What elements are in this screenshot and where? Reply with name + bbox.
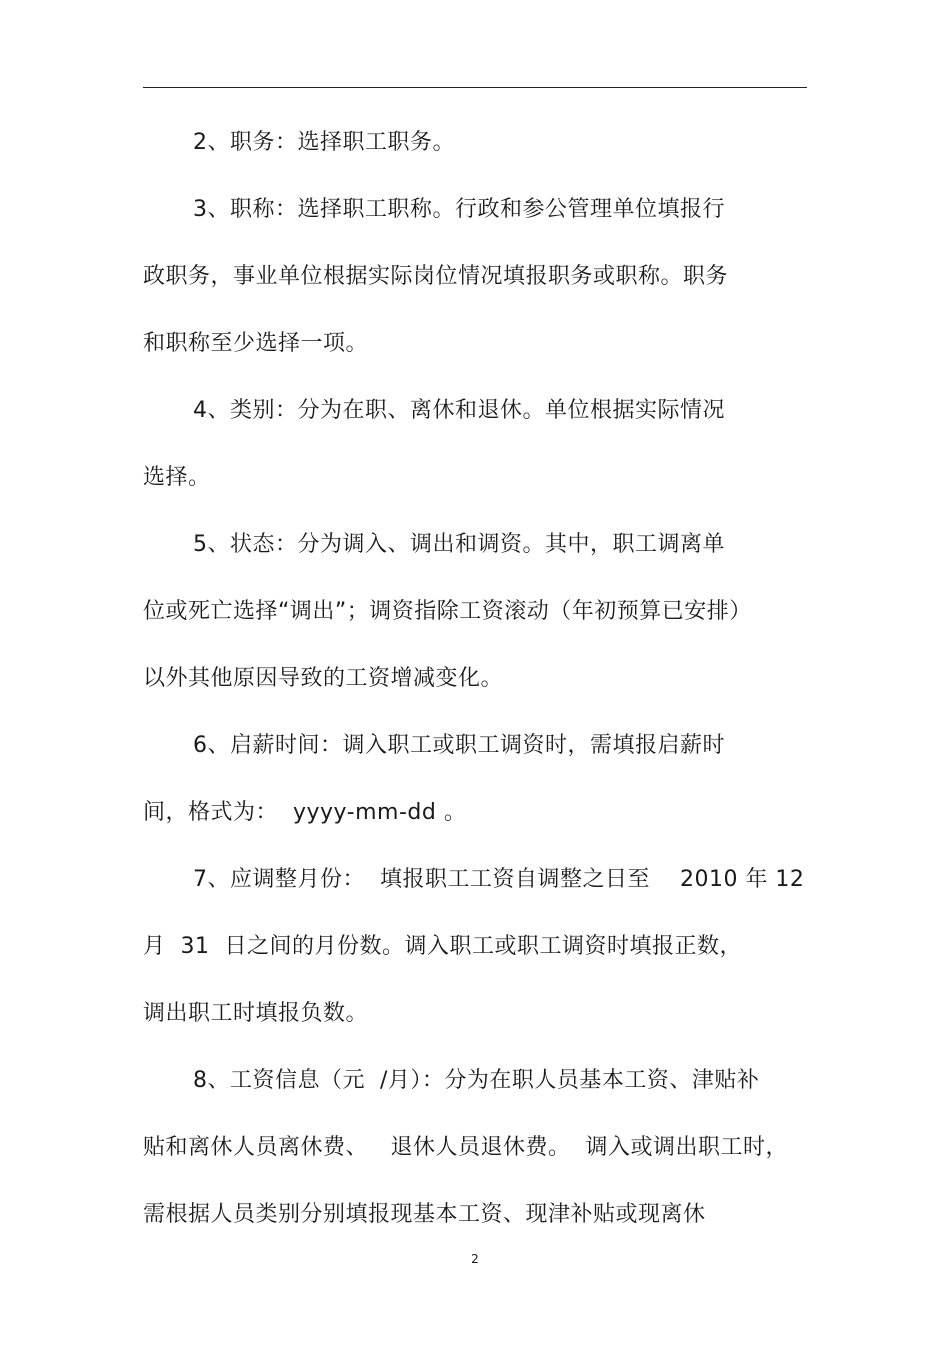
item-2-line-1: 2、职务：选择职工职务。 — [193, 130, 455, 155]
item-3-line-3: 和职称至少选择一项。 — [143, 331, 369, 356]
item-5-line-2: 位或死亡选择“调出”；调资指除工资滚动（年初预算已安排） — [143, 599, 752, 624]
item-7-line-2: 月 31 日之间的月份数。调入职工或职工调资时填报正数， — [143, 934, 742, 959]
item-8-line-2: 贴和离休人员离休费、 退休人员退休费。 调入或调出职工时， — [143, 1135, 788, 1160]
item-5-line-1: 5、状态：分为调入、调出和调资。其中，职工调离单 — [193, 532, 725, 557]
item-8-line-1: 8、工资信息（元 /月）：分为在职人员基本工资、津贴补 — [193, 1068, 760, 1093]
item-6-line-2: 间，格式为： yyyy-mm-dd 。 — [143, 800, 467, 825]
page-number: 2 — [471, 1252, 479, 1266]
item-4-line-1: 4、类别：分为在职、离休和退休。单位根据实际情况 — [193, 398, 725, 423]
item-3-line-2: 政职务，事业单位根据实际岗位情况填报职务或职称。职务 — [143, 264, 729, 289]
item-8-line-3: 需根据人员类别分别填报现基本工资、现津补贴或现离休 — [143, 1202, 706, 1227]
item-7-line-3: 调出职工时填报负数。 — [143, 1001, 369, 1026]
header-rule — [143, 87, 807, 88]
item-6-line-1: 6、启薪时间：调入职工或职工调资时，需填报启薪时 — [193, 733, 725, 758]
item-3-line-1: 3、职称：选择职工职称。行政和参公管理单位填报行 — [193, 197, 725, 222]
item-7-line-1: 7、应调整月份： 填报职工工资自调整之日至 2010 年 12 — [193, 867, 805, 892]
item-5-line-3: 以外其他原因导致的工资增减变化。 — [143, 666, 504, 691]
item-4-line-2: 选择。 — [143, 465, 211, 490]
